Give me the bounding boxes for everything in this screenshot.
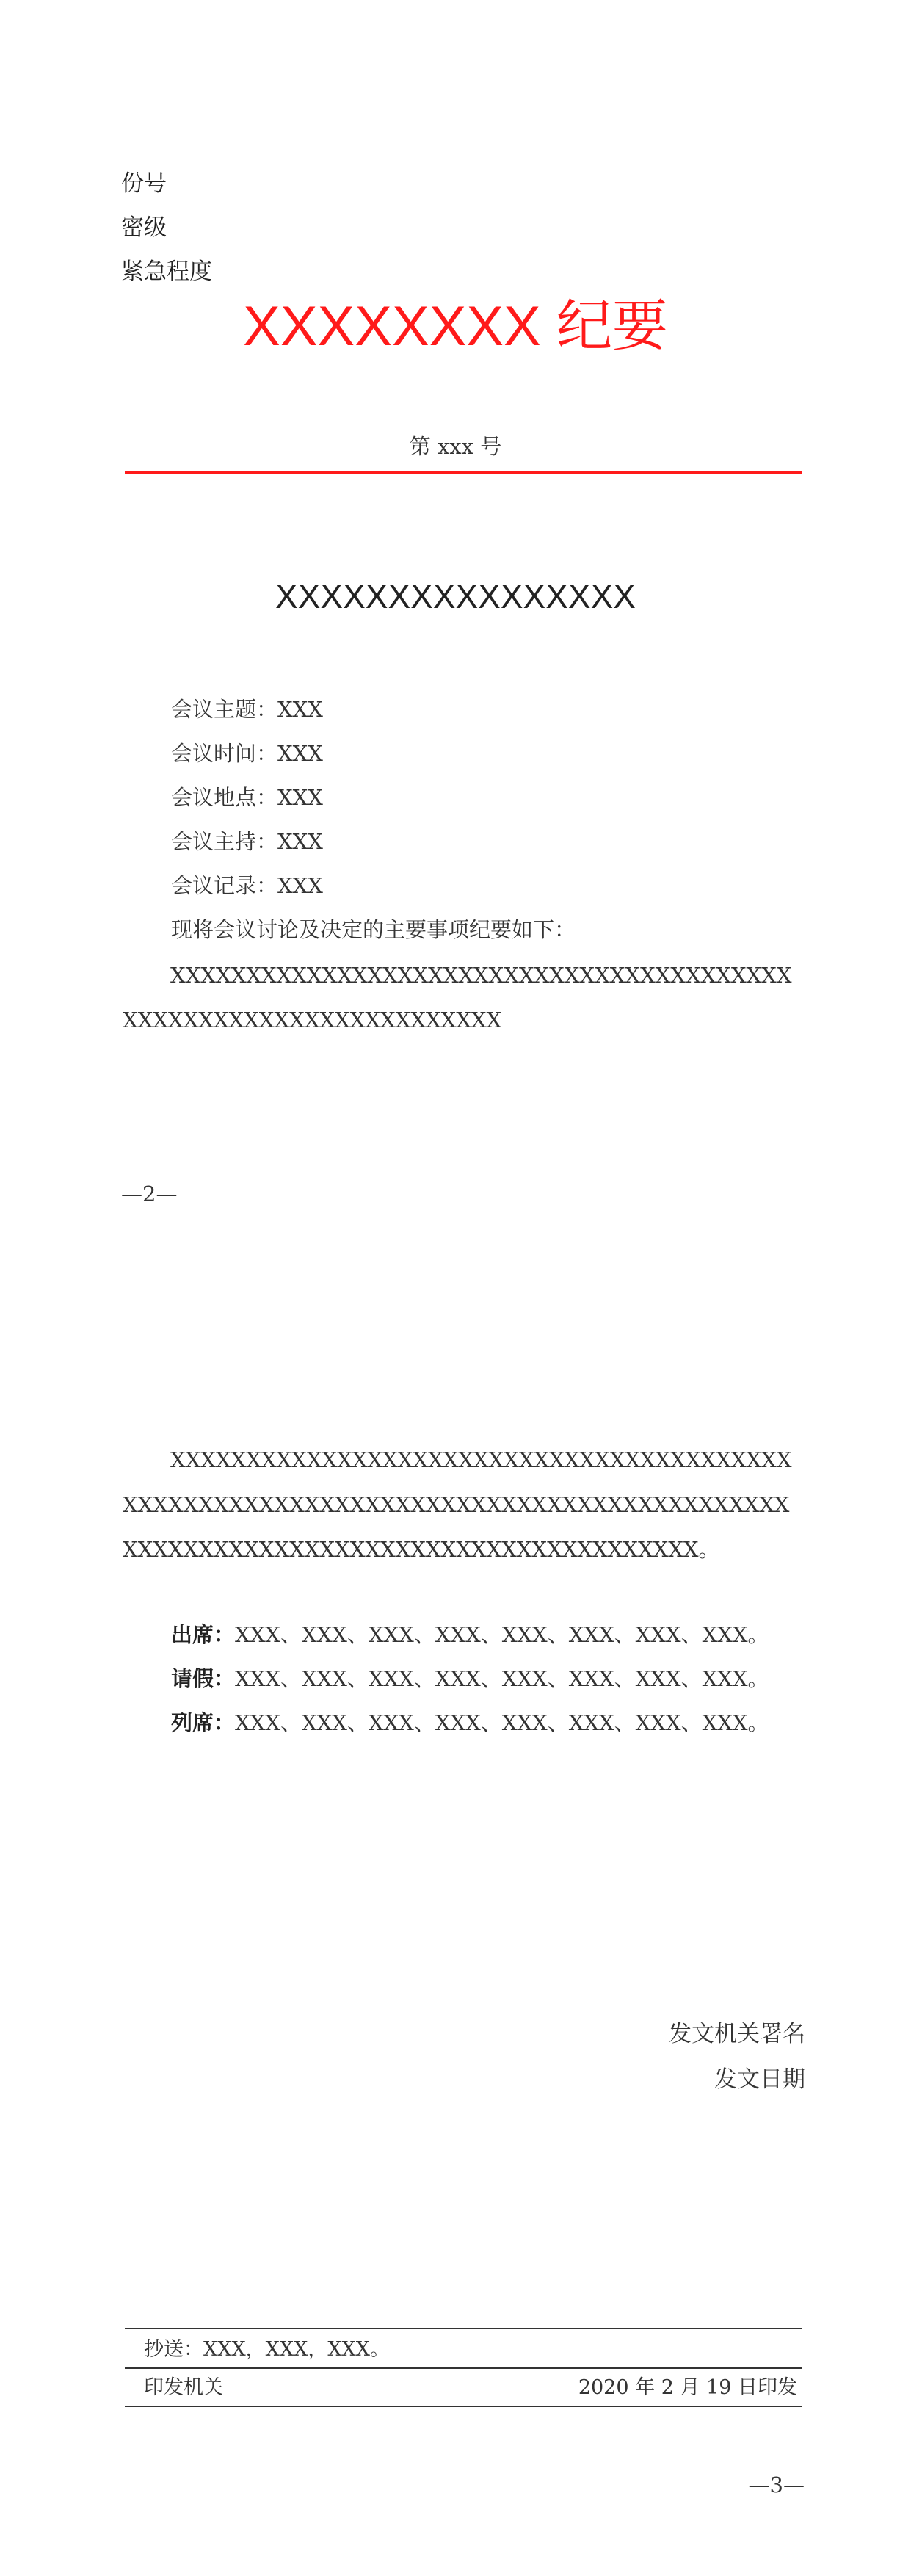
urgency-label: 紧急程度: [121, 258, 212, 285]
page-number-3: —3—: [748, 2472, 805, 2497]
document-title: XXXXXXXX 纪要: [243, 295, 668, 358]
attendance-leave-names: XXX、XXX、XXX、XXX、XXX、XXX、XXX、XXX。: [235, 1666, 769, 1691]
meeting-recorder: 会议记录：XXX: [171, 873, 323, 898]
classification-label: 密级: [121, 214, 167, 241]
meeting-location: 会议地点：XXX: [171, 785, 323, 810]
attendance-leave: [171, 1664, 769, 1693]
section-title: XXXXXXXXXXXXXXXX: [275, 577, 636, 615]
intro-text: 现将会议讨论及决定的主要事项纪要如下：: [171, 917, 576, 942]
meeting-host: 会议主持：XXX: [171, 829, 323, 854]
meeting-time: 会议时间：XXX: [171, 741, 323, 766]
attendance-leave-label: 请假：: [171, 1666, 236, 1691]
page-number-2: —2—: [121, 1182, 178, 1206]
red-separator-line: [125, 471, 802, 474]
issuer-signature: 发文机关署名: [669, 2021, 805, 2047]
attendance-present: [171, 1620, 769, 1649]
issue-date-label: 发文日期: [714, 2066, 805, 2093]
copy-number-label: 份号: [121, 170, 167, 197]
page1-paragraph: XXXXXXXXXXXXXXXXXXXXXXXXXXXXXXXXXXXXXXXXXXXXXXXXXXXXXXXXXXXXXXXXXX: [123, 963, 792, 1032]
cc-line: 抄送：XXX，XXX，XXX。: [144, 2338, 390, 2361]
meeting-topic: 会议主题：XXX: [171, 697, 323, 722]
footer-middle-rule: [125, 2367, 802, 2369]
footer-top-rule: [125, 2328, 802, 2329]
attendance-present-label: 出席：: [171, 1622, 236, 1647]
issue-date: 2020 年 2 月 19 日印发: [578, 2376, 797, 2399]
attendance-observers-label: 列席：: [171, 1710, 236, 1735]
attendance-observers-names: XXX、XXX、XXX、XXX、XXX、XXX、XXX、XXX。: [235, 1710, 769, 1735]
issuing-office: 印发机关: [144, 2376, 223, 2399]
attendance-present-names: XXX、XXX、XXX、XXX、XXX、XXX、XXX、XXX。: [235, 1622, 769, 1647]
attendance-observers: [171, 1708, 769, 1737]
page2-paragraph: XXXXXXXXXXXXXXXXXXXXXXXXXXXXXXXXXXXXXXXXXXXXXXXXXXXXXXXXXXXXXXXXXXXXXXXXXXXXXXXXXXXXXXXXXXXXXXXXXXXXXXXXXXXXXXXXXXXXXXXXXXX。: [123, 1447, 792, 1562]
document-number: 第 xxx 号: [409, 434, 502, 459]
footer-bottom-rule: [125, 2406, 802, 2407]
